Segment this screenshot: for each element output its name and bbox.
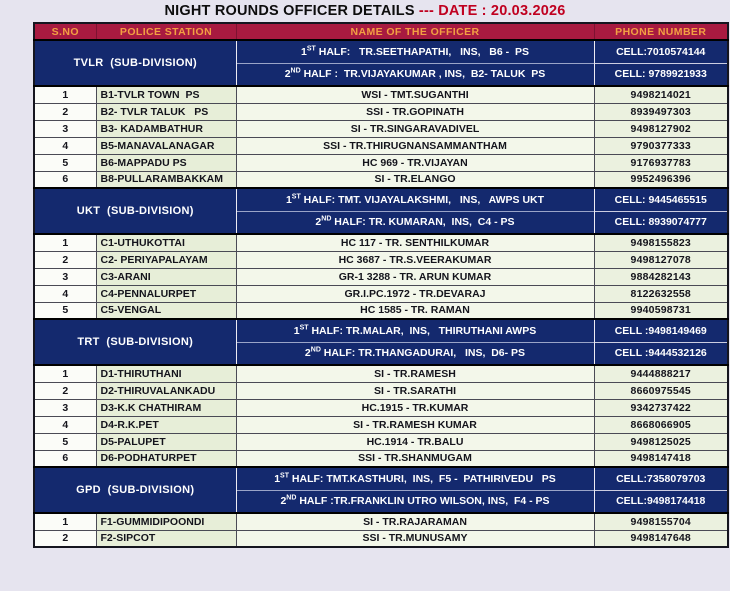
officer-cell: SI - TR.RAMESH (236, 365, 594, 382)
station-cell: C1-UTHUKOTTAI (96, 234, 236, 251)
sno-cell: 6 (34, 171, 96, 188)
station-cell: C2- PERIYAPALAYAM (96, 251, 236, 268)
station-cell: B3- KADAMBATHUR (96, 120, 236, 137)
officer-row (34, 530, 728, 547)
officer-row (34, 234, 728, 251)
sno-cell: 2 (34, 530, 96, 547)
division-half-row (34, 188, 728, 211)
station-cell: D5-PALUPET (96, 433, 236, 450)
sno-cell: 4 (34, 137, 96, 154)
officer-cell: HC.1914 - TR.BALU (236, 433, 594, 450)
officer-row (34, 171, 728, 188)
officer-row (34, 416, 728, 433)
officer-row (34, 137, 728, 154)
officer-cell: GR-1 3288 - TR. ARUN KUMAR (236, 268, 594, 285)
officer-cell: SI - TR.RAMESH KUMAR (236, 416, 594, 433)
division-label: TVLR (SUB-DIVISION) (34, 40, 236, 86)
phone-cell: 9940598731 (594, 302, 728, 319)
half-officer-cell (236, 467, 594, 490)
half-officer-cell (236, 342, 594, 365)
officer-row (34, 251, 728, 268)
sno-cell: 1 (34, 513, 96, 530)
half-ordinal: 2 (280, 495, 287, 508)
sno-cell: 3 (34, 399, 96, 416)
half-officer-text: HALF :TR.FRANKLIN UTRO WILSON, INS, F4 - PS (296, 495, 550, 508)
half-officer-text: HALF: TR.SEETHAPATHI, INS, B6 - PS (315, 45, 529, 58)
phone-cell: 9498125025 (594, 433, 728, 450)
officer-cell: WSI - TMT.SUGANTHI (236, 86, 594, 103)
officer-cell: SSI - TR.MUNUSAMY (236, 530, 594, 547)
table-header-row (34, 23, 728, 40)
division-half-row (34, 40, 728, 63)
officer-cell: SI - TR.ELANGO (236, 171, 594, 188)
station-cell: D2-THIRUVALANKADU (96, 382, 236, 399)
half-phone-cell: CELL :9444532126 (594, 342, 728, 365)
half-ordinal-suffix: ND (290, 67, 301, 75)
sno-cell: 2 (34, 251, 96, 268)
phone-cell: 9498155823 (594, 234, 728, 251)
officer-cell: HC 1585 - TR. RAMAN (236, 302, 594, 319)
phone-cell: 8668066905 (594, 416, 728, 433)
officer-cell: SI - TR.SINGARAVADIVEL (236, 120, 594, 137)
header-sno: S.NO (34, 23, 96, 40)
half-officer-text: HALF: TR.THANGADURAI, INS, D6- PS (320, 347, 526, 360)
station-cell: B6-MAPPADU PS (96, 154, 236, 171)
officer-roster-table (33, 22, 729, 548)
header-phone-number: PHONE NUMBER (594, 23, 728, 40)
station-cell: D6-PODHATURPET (96, 450, 236, 467)
phone-cell: 9498155704 (594, 513, 728, 530)
station-cell: F2-SIPCOT (96, 530, 236, 547)
officer-row (34, 450, 728, 467)
sno-cell: 1 (34, 86, 96, 103)
half-officer-text: HALF: TMT. VIJAYALAKSHMI, INS, AWPS UKT (300, 193, 545, 206)
officer-cell: SSI - TR.GOPINATH (236, 103, 594, 120)
phone-cell: 8939497303 (594, 103, 728, 120)
half-officer-text: HALF: TR.MALAR, INS, THIRUTHANI AWPS (308, 324, 537, 337)
officer-cell: SSI - TR.SHANMUGAM (236, 450, 594, 467)
officer-cell: GR.I.PC.1972 - TR.DEVARAJ (236, 285, 594, 302)
division-half-row (34, 467, 728, 490)
half-ordinal-suffix: ST (299, 324, 309, 332)
half-officer-text: HALF: TR. KUMARAN, INS, C4 - PS (331, 216, 515, 229)
phone-cell: 9176937783 (594, 154, 728, 171)
half-phone-cell: CELL :9498149469 (594, 319, 728, 342)
officer-row (34, 103, 728, 120)
officer-row (34, 285, 728, 302)
sno-cell: 5 (34, 154, 96, 171)
half-officer-cell (236, 319, 594, 342)
phone-cell: 9952496396 (594, 171, 728, 188)
half-phone-cell: CELL:9498174418 (594, 490, 728, 513)
half-phone-cell: CELL: 9789921933 (594, 63, 728, 86)
half-ordinal-suffix: ST (306, 45, 316, 53)
officer-cell: SSI - TR.THIRUGNANSAMMANTHAM (236, 137, 594, 154)
header-police-station: POLICE STATION (96, 23, 236, 40)
division-label: UKT (SUB-DIVISION) (34, 188, 236, 234)
phone-cell: 9498127902 (594, 120, 728, 137)
station-cell: D3-K.K CHATHIRAM (96, 399, 236, 416)
half-ordinal-suffix: ST (280, 472, 289, 480)
sno-cell: 2 (34, 382, 96, 399)
officer-row (34, 154, 728, 171)
sno-cell: 5 (34, 302, 96, 319)
station-cell: C5-VENGAL (96, 302, 236, 319)
title-main: NIGHT ROUNDS OFFICER DETAILS (164, 3, 415, 19)
officer-cell: SI - TR.SARATHI (236, 382, 594, 399)
officer-row (34, 513, 728, 530)
officer-row (34, 302, 728, 319)
sno-cell: 2 (34, 103, 96, 120)
station-cell: D4-R.K.PET (96, 416, 236, 433)
division-half-row (34, 319, 728, 342)
title-date: --- DATE : 20.03.2026 (414, 3, 566, 19)
division-label: GPD (SUB-DIVISION) (34, 467, 236, 513)
officer-row (34, 365, 728, 382)
phone-cell: 9498127078 (594, 251, 728, 268)
half-ordinal: 1 (301, 45, 307, 58)
officer-cell: HC 3687 - TR.S.VEERAKUMAR (236, 251, 594, 268)
phone-cell: 9884282143 (594, 268, 728, 285)
station-cell: C4-PENNALURPET (96, 285, 236, 302)
phone-cell: 9790377333 (594, 137, 728, 154)
half-ordinal-suffix: ND (321, 215, 332, 223)
officer-cell: HC 969 - TR.VIJAYAN (236, 154, 594, 171)
half-ordinal-suffix: ST (291, 193, 301, 201)
sno-cell: 1 (34, 234, 96, 251)
half-phone-cell: CELL: 9445465515 (594, 188, 728, 211)
half-phone-cell: CELL:7010574144 (594, 40, 728, 63)
officer-cell: SI - TR.RAJARAMAN (236, 513, 594, 530)
station-cell: B8-PULLARAMBAKKAM (96, 171, 236, 188)
officer-cell: HC.1915 - TR.KUMAR (236, 399, 594, 416)
half-ordinal-suffix: ND (310, 346, 321, 354)
half-ordinal: 1 (274, 472, 281, 485)
half-ordinal-suffix: ND (286, 494, 297, 502)
half-ordinal: 1 (285, 193, 292, 206)
officer-row (34, 399, 728, 416)
phone-cell: 9498147418 (594, 450, 728, 467)
sno-cell: 5 (34, 433, 96, 450)
sno-cell: 4 (34, 285, 96, 302)
half-officer-cell (236, 63, 594, 86)
sno-cell: 3 (34, 120, 96, 137)
half-phone-cell: CELL:7358079703 (594, 467, 728, 490)
officer-row (34, 433, 728, 450)
officer-row (34, 382, 728, 399)
station-cell: D1-THIRUTHANI (96, 365, 236, 382)
station-cell: B1-TVLR TOWN PS (96, 86, 236, 103)
half-officer-cell (236, 490, 594, 513)
phone-cell: 9498147648 (594, 530, 728, 547)
half-ordinal: 1 (293, 324, 300, 337)
half-officer-text: HALF : TR.VIJAYAKUMAR , INS, B2- TALUK PS (300, 68, 546, 81)
sno-cell: 1 (34, 365, 96, 382)
officer-row (34, 268, 728, 285)
half-ordinal: 2 (284, 68, 291, 81)
sno-cell: 4 (34, 416, 96, 433)
half-officer-cell (236, 188, 594, 211)
officer-cell: HC 117 - TR. SENTHILKUMAR (236, 234, 594, 251)
half-ordinal: 2 (304, 347, 311, 360)
station-cell: B5-MANAVALANAGAR (96, 137, 236, 154)
phone-cell: 8122632558 (594, 285, 728, 302)
station-cell: B2- TVLR TALUK PS (96, 103, 236, 120)
half-phone-cell: CELL: 8939074777 (594, 211, 728, 234)
page-title (0, 0, 730, 22)
phone-cell: 9498214021 (594, 86, 728, 103)
sno-cell: 6 (34, 450, 96, 467)
phone-cell: 8660975545 (594, 382, 728, 399)
officer-row (34, 120, 728, 137)
officer-row (34, 86, 728, 103)
sno-cell: 3 (34, 268, 96, 285)
division-label: TRT (SUB-DIVISION) (34, 319, 236, 365)
station-cell: C3-ARANI (96, 268, 236, 285)
station-cell: F1-GUMMIDIPOONDI (96, 513, 236, 530)
half-ordinal: 2 (315, 216, 322, 229)
phone-cell: 9444888217 (594, 365, 728, 382)
half-officer-cell (236, 211, 594, 234)
half-officer-text: HALF: TMT.KASTHURI, INS, F5 - PATHIRIVEDU PS (289, 472, 556, 485)
half-officer-cell (236, 40, 594, 63)
header-officer-name: NAME OF THE OFFICER (236, 23, 594, 40)
phone-cell: 9342737422 (594, 399, 728, 416)
